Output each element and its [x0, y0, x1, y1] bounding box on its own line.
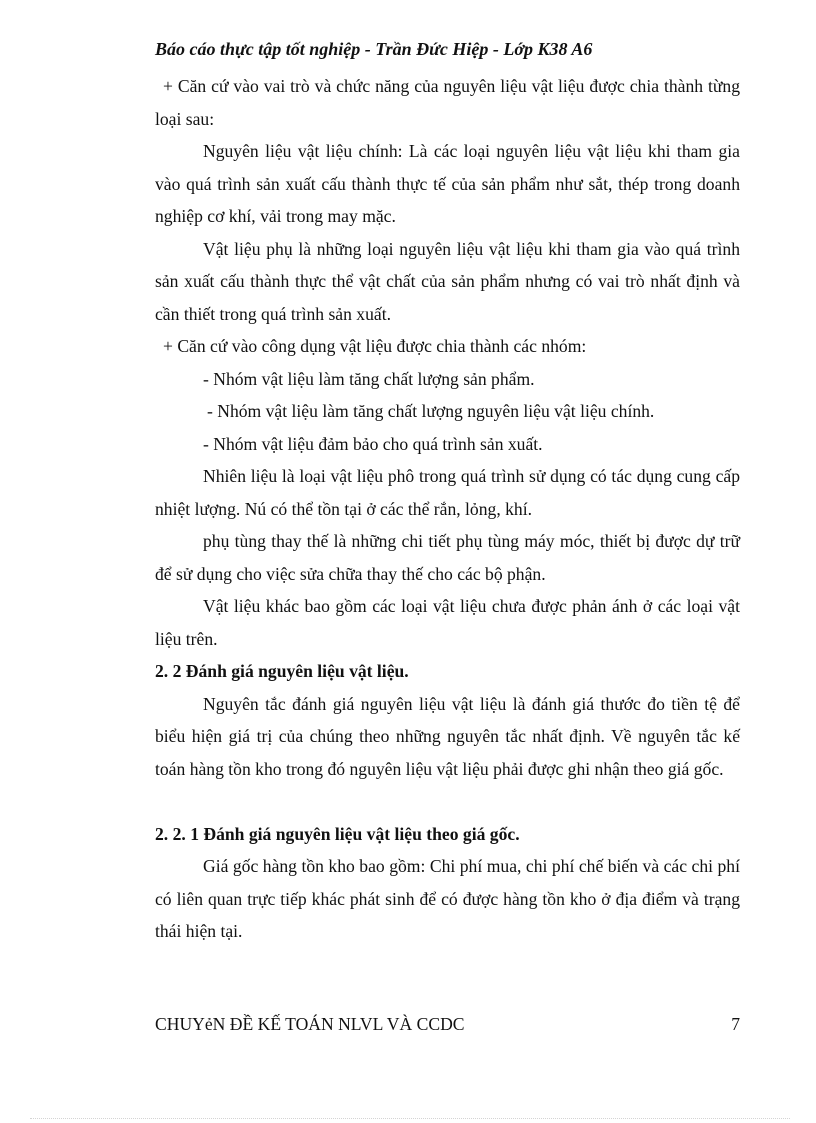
page-header: Báo cáo thực tập tốt nghiệp - Trần Đức Hiệp - Lớp K38 A6	[155, 39, 593, 59]
paragraph-valuation-principle: Nguyên tắc đánh giá nguyên liệu vật liệu là đánh giá thước đo tiền tệ để biểu hiện giá trị của chúng theo những nguyên tắc nhất định. Về nguyên tắc kế toán hàng tồn kho trong đó nguyên liệu vật liệu phải được ghi nhận theo giá gốc.	[155, 693, 740, 779]
paragraph-main-materials: Nguyên liệu vật liệu chính: Là các loại nguyên liệu vật liệu khi tham gia vào quá trình sản xuất cấu thành thực tế của sản phẩm như sắt, thép trong doanh nghiệp cơ khí, vải trong may mặc.	[155, 141, 740, 226]
page-number: 7	[731, 1014, 740, 1034]
list-item-quality-products: - Nhóm vật liệu làm tăng chất lượng sản phẩm.	[203, 368, 535, 389]
paragraph-original-cost: Giá gốc hàng tồn kho bao gồm: Chi phí mua, chi phí chế biến và các chi phí có liên quan trực tiếp khác phát sinh để có được hàng tồn kho ở địa điểm và trạng thái hiện tại.	[155, 856, 740, 941]
section-heading-2-2: 2. 2 Đánh giá nguyên liệu vật liệu.	[155, 661, 409, 681]
paragraph-spare-parts: phụ tùng thay thế là những chi tiết phụ tùng máy móc, thiết bị được dự trữ để sử dụng cho việc sửa chữa thay thế cho các bộ phận.	[155, 531, 740, 584]
list-item-quality-main-materials: - Nhóm vật liệu làm tăng chất lượng nguyên liệu vật liệu chính.	[207, 401, 655, 421]
paragraph-spacer	[155, 785, 740, 818]
paragraph-fuel: Nhiên liệu là loại vật liệu phô trong quá trình sử dụng có tác dụng cung cấp nhiệt lượng. Nú có thể tồn tại ở các thể rắn, lỏng, khí.	[155, 466, 740, 519]
list-item-production-process: - Nhóm vật liệu đảm bảo cho quá trình sản xuất.	[203, 433, 543, 454]
paragraph-other-materials: Vật liệu khác bao gồm các loại vật liệu chưa được phản ánh ở các loại vật liệu trên.	[155, 596, 740, 649]
paragraph-auxiliary-materials: Vật liệu phụ là những loại nguyên liệu vật liệu khi tham gia vào quá trình sản xuất cấu thành thực thể vật chất của sản phẩm nhưng có vai trò nhất định và cần thiết trong quá trình sản xuất.	[155, 238, 740, 324]
page-footer	[155, 1012, 740, 1036]
document-body	[155, 70, 740, 948]
section-heading-2-2-1: 2. 2. 1 Đánh giá nguyên liệu vật liệu theo giá gốc.	[155, 823, 520, 844]
page-bottom-divider	[30, 1118, 790, 1119]
paragraph-classification-by-use: + Căn cứ vào công dụng vật liệu được chia thành các nhóm:	[163, 336, 587, 356]
paragraph-classification-by-role: + Căn cứ vào vai trò và chức năng của nguyên liệu vật liệu được chia thành từng loại sau:	[155, 76, 740, 129]
footer-title: CHUYẻN ĐỀ KẾ TOÁN NLVL VÀ CCDC	[155, 1014, 465, 1034]
